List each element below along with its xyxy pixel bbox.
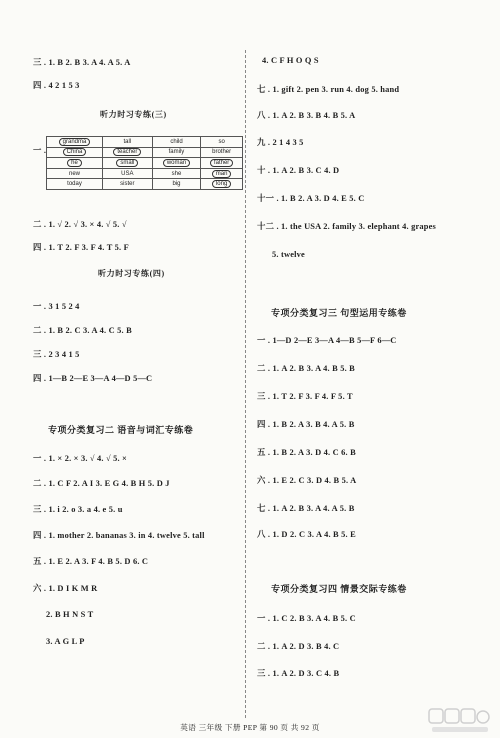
answer-line: 一 . 1. C 2. B 3. A 4. B 5. C [257, 614, 356, 623]
circled-word: father [210, 159, 233, 167]
circled-word: woman [163, 159, 190, 167]
answer-line: 三 . 1. i 2. o 3. a 4. e 5. u [33, 505, 123, 514]
circled-word: man [212, 170, 232, 178]
answer-line: 四 . 1—B 2—E 3—A 4—D 5—C [33, 374, 153, 383]
answer-line: 2. B H N S T [46, 610, 94, 619]
answer-line: 二 . 1. A 2. B 3. A 4. B 5. B [257, 364, 355, 373]
grid-cell [152, 179, 201, 190]
grid-cell [201, 168, 243, 179]
answer-line: 五 . 1. E 2. A 3. F 4. B 5. D 6. C [33, 557, 149, 566]
answer-line: 4. C F H O Q S [262, 56, 319, 65]
grid-cell [201, 147, 243, 158]
grid-word: USA [121, 170, 134, 177]
grid-word: she [171, 170, 182, 177]
answer-line: 二 . 1. C F 2. A I 3. E G 4. B H 5. D J [33, 479, 170, 488]
answer-line: 三 . 1. A 2. D 3. C 4. B [257, 669, 340, 678]
answer-line: 一 . 1—D 2—E 3—A 4—B 5—F 6—C [257, 336, 397, 345]
answer-line: 5. twelve [272, 250, 305, 259]
answer-line: 二 . 1. A 2. D 3. B 4. C [257, 642, 340, 651]
grid-cell [47, 168, 103, 179]
circled-word: grandma [59, 138, 91, 146]
answer-line: 九 . 2 1 4 3 5 [257, 138, 304, 147]
circled-word: long [212, 180, 231, 188]
grid-cell [103, 168, 153, 179]
grid-cell [152, 168, 201, 179]
grid-row [47, 147, 243, 158]
section-heading: 专项分类复习四 情景交际专练卷 [271, 584, 407, 594]
grid-word: sister [120, 181, 135, 188]
answer-line: 一 . 1. × 2. × 3. √ 4. √ 5. × [33, 454, 128, 463]
circled-word: teacher [113, 148, 141, 156]
answer-line: 四 . 1. mother 2. bananas 3. in 4. twelve 5. tall [33, 531, 205, 540]
answer-line: 四 . 4 2 1 5 3 [33, 81, 80, 90]
answer-line: 八 . 1. D 2. C 3. A 4. B 5. E [257, 530, 356, 539]
grid-cell [47, 179, 103, 190]
grid-cell [103, 179, 153, 190]
grid-label: 一 . [33, 146, 47, 155]
grid-cell [47, 137, 103, 148]
answer-line: 四 . 1. T 2. F 3. F 4. T 5. F [33, 243, 129, 252]
grid-cell [103, 137, 153, 148]
answer-line: 三 . 2 3 4 1 5 [33, 350, 80, 359]
grid-cell [152, 137, 201, 148]
answer-line: 四 . 1. B 2. A 3. B 4. A 5. B [257, 420, 355, 429]
answer-line: 六 . 1. D I K M R [33, 584, 98, 593]
grid-word: today [67, 181, 82, 188]
answer-line: 七 . 1. A 2. B 3. A 4. A 5. B [257, 504, 355, 513]
grid-cell [201, 179, 243, 190]
grid-cell [47, 147, 103, 158]
grid-word: so [218, 138, 225, 145]
grid-cell [152, 147, 201, 158]
grid-word: child [170, 138, 183, 145]
grid-cell [201, 137, 243, 148]
grid-word: family [168, 149, 185, 156]
circled-word: China [63, 148, 87, 156]
grid-cell [47, 158, 103, 169]
grid-word: big [172, 181, 181, 188]
answer-line: 三 . 1. B 2. B 3. A 4. A 5. A [33, 58, 131, 67]
circled-word: small [116, 159, 138, 167]
grid-row [47, 137, 243, 148]
grid-word: new [68, 170, 80, 177]
answer-line: 八 . 1. A 2. B 3. B 4. B 5. A [257, 111, 356, 120]
grid-cell [103, 158, 153, 169]
grid-word: brother [212, 149, 232, 156]
answer-line: 三 . 1. T 2. F 3. F 4. F 5. T [257, 392, 353, 401]
page-footer: 英语 三年级 下册 PEP 第 90 页 共 92 页 [180, 723, 320, 732]
answer-line: 一 . 3 1 5 2 4 [33, 302, 80, 311]
answer-line: 十 . 1. A 2. B 3. C 4. D [257, 166, 340, 175]
answer-line: 二 . 1. B 2. C 3. A 4. C 5. B [33, 326, 132, 335]
grid-word: tall [123, 138, 132, 145]
answer-line: 五 . 1. B 2. A 3. D 4. C 6. B [257, 448, 356, 457]
grid-cell [201, 158, 243, 169]
answer-line: 十一 . 1. B 2. A 3. D 4. E 5. C [257, 194, 365, 203]
section-heading: 听力时习专练(三) [100, 110, 167, 119]
grid-cell [152, 158, 201, 169]
watermark-logo [428, 708, 492, 734]
answer-line: 3. A G L P [46, 637, 85, 646]
grid-cell [103, 147, 153, 158]
answer-line: 六 . 1. E 2. C 3. D 4. B 5. A [257, 476, 357, 485]
section-heading: 专项分类复习二 语音与词汇专练卷 [48, 425, 194, 435]
section-heading: 专项分类复习三 句型运用专练卷 [271, 308, 407, 318]
word-grid [46, 136, 243, 190]
answer-line: 十二 . 1. the USA 2. family 3. elephant 4. grapes [257, 222, 436, 231]
answer-line: 七 . 1. gift 2. pen 3. run 4. dog 5. hand [257, 85, 400, 94]
answer-line: 二 . 1. √ 2. √ 3. × 4. √ 5. √ [33, 220, 127, 229]
grid-row [47, 168, 243, 179]
grid-row [47, 158, 243, 169]
grid-row [47, 179, 243, 190]
column-divider [245, 50, 246, 718]
circled-word: he [67, 159, 82, 167]
section-heading: 听力时习专练(四) [98, 269, 165, 278]
